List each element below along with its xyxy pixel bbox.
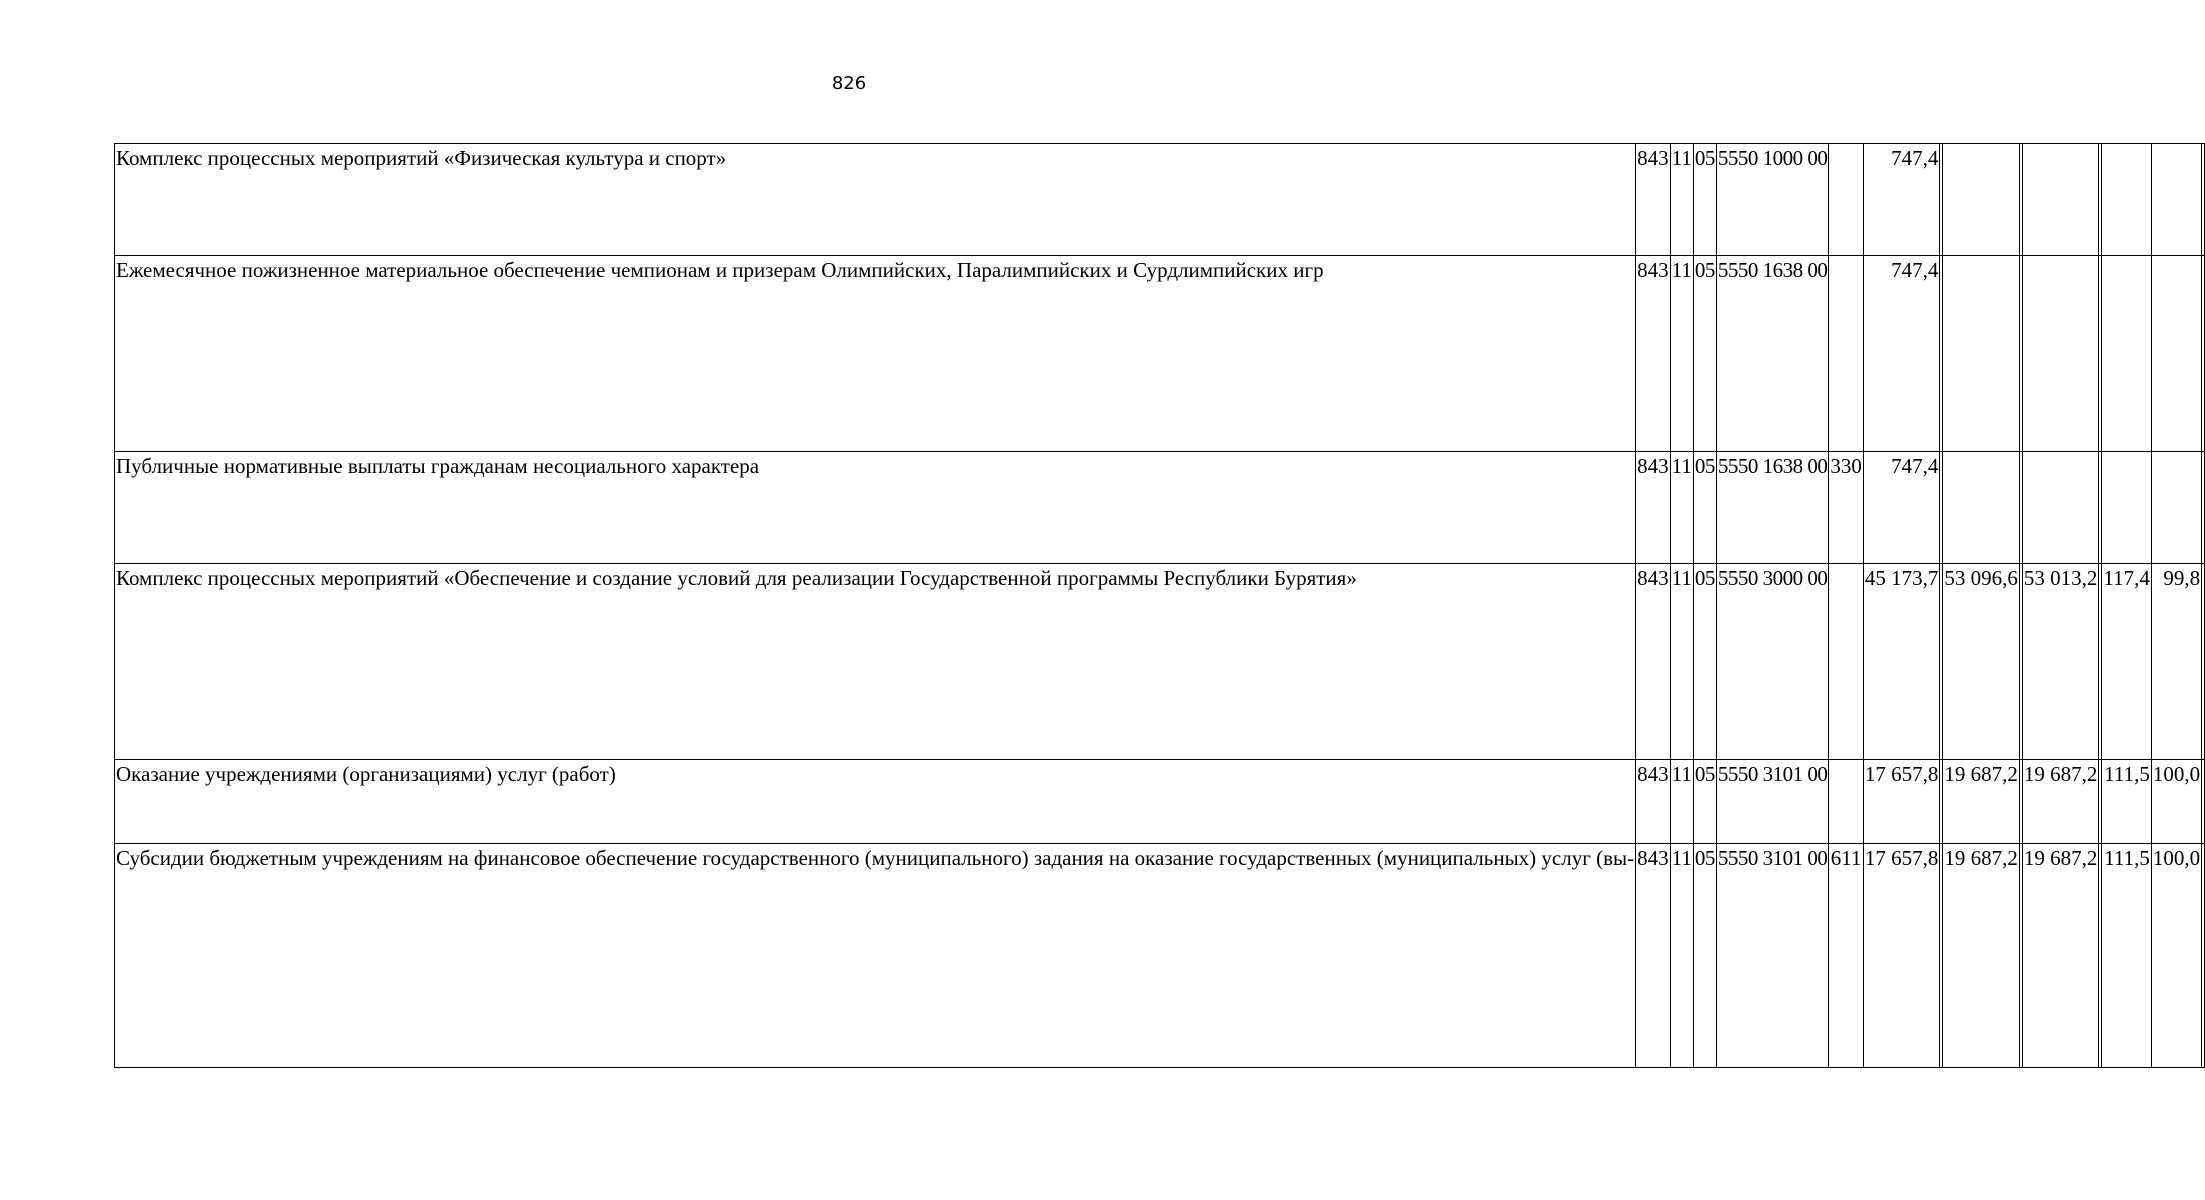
section-code: 11 (1670, 844, 1693, 1068)
expense-type-code: 330 (1829, 452, 1864, 564)
value-cell-1: 17 657,8 (1863, 760, 1940, 844)
table-row (115, 144, 2205, 256)
grbs-code: 843 (1636, 760, 1671, 844)
value-cell-3: 53 096,6 (1943, 564, 2020, 760)
expense-type-code (1829, 256, 1864, 452)
value-cell-5: 53 013,2 (2022, 564, 2099, 760)
section-code: 11 (1670, 144, 1693, 256)
value-cell-7: 111,5 (2102, 844, 2151, 1068)
value-cell-9 (2202, 760, 2205, 844)
subsection-code: 05 (1693, 760, 1716, 844)
section-code: 11 (1670, 452, 1693, 564)
row-name: Публичные нормативные выплаты гражданам несоциального характера (115, 452, 1636, 564)
value-cell-9 (2202, 564, 2205, 760)
row-name: Ежемесячное пожизненное материальное обеспечение чемпионам и призерам Олимпийских, Паралимпийских и Сурдлимпийских игр (115, 256, 1636, 452)
value-cell-1: 17 657,8 (1863, 844, 1940, 1068)
row-name: Комплекс процессных мероприятий «Физическая культура и спорт» (115, 144, 1636, 256)
value-cell-9 (2202, 844, 2205, 1068)
value-cell-8 (2151, 144, 2201, 256)
grbs-code: 843 (1636, 452, 1671, 564)
section-code: 11 (1670, 760, 1693, 844)
subsection-code: 05 (1693, 144, 1716, 256)
table-row (115, 760, 2205, 844)
section-code: 11 (1670, 256, 1693, 452)
grbs-code: 843 (1636, 844, 1671, 1068)
value-cell-5 (2022, 452, 2099, 564)
value-cell-1: 747,4 (1863, 144, 1940, 256)
value-cell-3 (1943, 144, 2020, 256)
budget-table (114, 143, 2205, 1068)
value-cell-3: 19 687,2 (1943, 844, 2020, 1068)
grbs-code: 843 (1636, 144, 1671, 256)
value-cell-5: 19 687,2 (2022, 760, 2099, 844)
table-body (115, 144, 2205, 1068)
subsection-code: 05 (1693, 256, 1716, 452)
target-article-code: 5550 1638 00 (1716, 452, 1829, 564)
grbs-code: 843 (1636, 564, 1671, 760)
value-cell-7 (2102, 452, 2151, 564)
expense-type-code: 611 (1829, 844, 1864, 1068)
value-cell-3: 19 687,2 (1943, 760, 2020, 844)
table-row (115, 564, 2205, 760)
value-cell-3 (1943, 452, 2020, 564)
target-article-code: 5550 1638 00 (1716, 256, 1829, 452)
value-cell-1: 747,4 (1863, 452, 1940, 564)
target-article-code: 5550 3000 00 (1716, 564, 1829, 760)
value-cell-3 (1943, 256, 2020, 452)
value-cell-9 (2202, 144, 2205, 256)
row-name: Оказание учреждениями (организациями) услуг (работ) (115, 760, 1636, 844)
value-cell-9 (2202, 256, 2205, 452)
value-cell-5 (2022, 144, 2099, 256)
section-code: 11 (1670, 564, 1693, 760)
value-cell-7 (2102, 256, 2151, 452)
target-article-code: 5550 3101 00 (1716, 844, 1829, 1068)
expense-type-code (1829, 144, 1864, 256)
value-cell-1: 45 173,7 (1863, 564, 1940, 760)
subsection-code: 05 (1693, 844, 1716, 1068)
expense-type-code (1829, 564, 1864, 760)
value-cell-8 (2151, 452, 2201, 564)
table-row (115, 256, 2205, 452)
table-row (115, 844, 2205, 1068)
page-number: 826 (831, 73, 867, 94)
value-cell-9 (2202, 452, 2205, 564)
value-cell-7: 111,5 (2102, 760, 2151, 844)
subsection-code: 05 (1693, 452, 1716, 564)
target-article-code: 5550 3101 00 (1716, 760, 1829, 844)
subsection-code: 05 (1693, 564, 1716, 760)
row-name: Субсидии бюджетным учреждениям на финансовое обеспечение государственного (муниципального) задания на оказание государственных (муниципальных) услуг (вы- (115, 844, 1636, 1068)
value-cell-8: 100,0 (2151, 844, 2201, 1068)
row-name: Комплекс процессных мероприятий «Обеспечение и создание условий для реализации Государственной программы Республики Бурятия» (115, 564, 1636, 760)
value-cell-7 (2102, 144, 2151, 256)
value-cell-7: 117,4 (2102, 564, 2151, 760)
value-cell-8 (2151, 256, 2201, 452)
value-cell-5 (2022, 256, 2099, 452)
value-cell-1: 747,4 (1863, 256, 1940, 452)
value-cell-8: 100,0 (2151, 760, 2201, 844)
table-row (115, 452, 2205, 564)
target-article-code: 5550 1000 00 (1716, 144, 1829, 256)
value-cell-8: 99,8 (2151, 564, 2201, 760)
expense-type-code (1829, 760, 1864, 844)
grbs-code: 843 (1636, 256, 1671, 452)
value-cell-5: 19 687,2 (2022, 844, 2099, 1068)
